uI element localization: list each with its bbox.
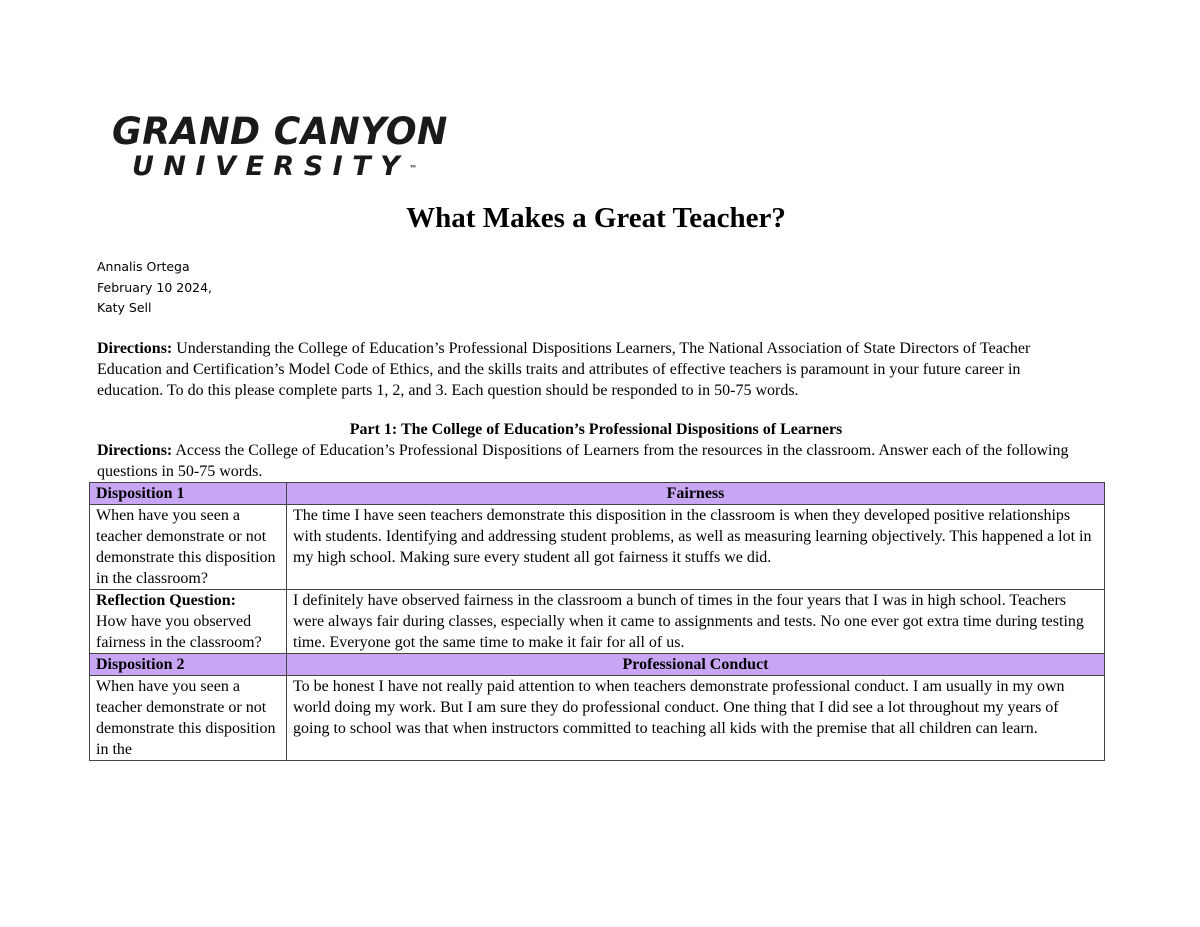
logo-line-university bbox=[132, 152, 432, 182]
answer-cell: The time I have seen teachers demonstrate this disposition in the classroom is when they developed positive relationships with students. Identifying and addressing student problems, as well as measuring learning objectively. This happened a lot in my high school. Making sure every student all got fairness it stuffs we did. bbox=[287, 505, 1105, 590]
disposition-name-cell: Professional Conduct bbox=[287, 654, 1105, 676]
author-name: Annalis Ortega bbox=[97, 259, 190, 274]
trademark-symbol: ™ bbox=[409, 164, 418, 173]
table-row bbox=[90, 505, 1105, 590]
directions-label: Directions: bbox=[97, 340, 173, 357]
document-date: February 10 2024, bbox=[97, 279, 213, 295]
part1-directions-text: Access the College of Education’s Professional Dispositions of Learners from the resources in the classroom. Answer each of the following questions in 50-75 words. bbox=[97, 442, 1069, 480]
part1-directions-label: Directions: bbox=[97, 442, 173, 459]
table-row bbox=[90, 676, 1105, 761]
question-cell bbox=[90, 505, 287, 590]
disposition-label-cell: Disposition 2 bbox=[90, 654, 287, 676]
question-cell bbox=[90, 590, 287, 654]
part1-directions bbox=[97, 440, 1092, 482]
disposition-name-cell: Fairness bbox=[287, 483, 1105, 505]
answer-cell: To be honest I have not really paid attention to when teachers demonstrate professional conduct. I am usually in my own world doing my work. But I am sure they do professional conduct. One thing that I did see a lot throughout my years of going to school was that when instructors committed to teaching all kids with the premise that all children can learn. bbox=[287, 676, 1105, 761]
logo-university-text: UNIVERSITY bbox=[132, 151, 410, 182]
reflection-question-label: Reflection Question: bbox=[96, 592, 236, 609]
table-row-disposition-2 bbox=[90, 654, 1105, 676]
question-text: When have you seen a teacher demonstrate or not demonstrate this disposition in the classroom? bbox=[96, 507, 276, 587]
document-title: What Makes a Great Teacher? bbox=[406, 202, 786, 234]
disposition-label-cell: Disposition 1 bbox=[90, 483, 287, 505]
dispositions-table bbox=[89, 482, 1105, 761]
question-text: How have you observed fairness in the classroom? bbox=[96, 613, 262, 651]
logo-line-grand-canyon: GRAND CANYON bbox=[112, 110, 448, 153]
directions-text: Understanding the College of Education’s Professional Dispositions Learners, The National Association of State Directors of Teacher Education and Certification’s Model Code of Ethics, and the skills traits and attributes of effective teachers is paramount in your future career in education. To do this please complete parts 1, 2, and 3. Each question should be responded to in 50-75 words. bbox=[97, 340, 1031, 399]
table-row-disposition-1 bbox=[90, 483, 1105, 505]
part1-title: Part 1: The College of Education’s Professional Dispositions of Learners bbox=[349, 421, 843, 438]
answer-cell: I definitely have observed fairness in the classroom a bunch of times in the four years that I was in high school. Teachers were always fair during classes, especially when it came to assignments and tests. No one ever got extra time during testing time. Everyone got the same time to make it fair for all of us. bbox=[287, 590, 1105, 654]
question-cell bbox=[90, 676, 287, 761]
author-info bbox=[97, 257, 212, 319]
university-logo bbox=[112, 110, 448, 182]
table-row bbox=[90, 590, 1105, 654]
general-directions bbox=[97, 338, 1087, 401]
question-text: When have you seen a teacher demonstrate or not demonstrate this disposition in the bbox=[96, 678, 276, 758]
instructor-name: Katy Sell bbox=[97, 300, 152, 315]
